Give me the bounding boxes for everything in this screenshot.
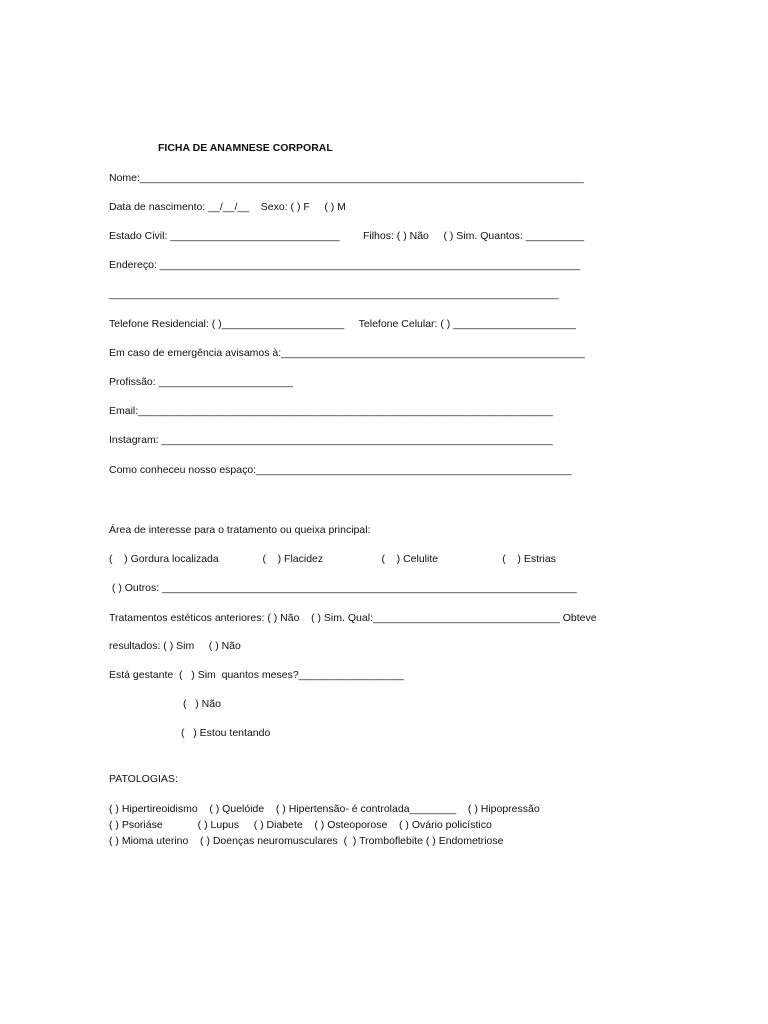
field-data-nascimento-sexo: Data de nascimento: __/__/__ Sexo: ( ) F ( ) M xyxy=(109,201,346,213)
field-profissao: Profissão: _______________________ xyxy=(109,376,293,388)
patologias-row-3: ( ) Mioma uterino ( ) Doenças neuromusculares ( ) Tromboflebite ( ) Endometriose xyxy=(109,835,504,847)
field-gestante: Está gestante ( ) Sim quantos meses?__________________ xyxy=(109,669,404,681)
section-area-interesse: Área de interesse para o tratamento ou queixa principal: xyxy=(109,524,371,536)
options-area-interesse: ( ) Gordura localizada ( ) Flacidez ( ) Celulite ( ) Estrias xyxy=(109,553,556,565)
field-como-conheceu: Como conheceu nosso espaço:______________________________________________________ xyxy=(109,464,572,476)
field-email: Email:_______________________________________________________________________ xyxy=(109,405,553,417)
option-gestante-tentando: ( ) Estou tentando xyxy=(181,727,271,739)
field-instagram: Instagram: ___________________________________________________________________ xyxy=(109,434,553,446)
field-endereco-continuation: _____________________________________________________________________________ xyxy=(109,288,559,300)
field-emergencia: Em caso de emergência avisamos à:____________________________________________________ xyxy=(109,347,585,359)
form-title: FICHA DE ANAMNESE CORPORAL xyxy=(158,142,333,154)
option-gestante-nao: ( ) Não xyxy=(183,698,221,710)
field-telefones: Telefone Residencial: ( )_____________________ Telefone Celular: ( ) _____________________ xyxy=(109,318,576,330)
field-tratamentos-anteriores: Tratamentos estéticos anteriores: ( ) Não ( ) Sim. Qual:________________________________ Obteve xyxy=(109,612,597,624)
patologias-row-1: ( ) Hipertireoidismo ( ) Quelóide ( ) Hipertensão- é controlada________ ( ) Hipopressão xyxy=(109,803,540,815)
patologias-row-2: ( ) Psoriáse ( ) Lupus ( ) Diabete ( ) Osteoporose ( ) Ovário policístico xyxy=(109,819,492,831)
field-estado-civil-filhos: Estado Civil: _____________________________ Filhos: ( ) Não ( ) Sim. Quantos: __________ xyxy=(109,230,585,242)
section-patologias: PATOLOGIAS: xyxy=(109,773,178,785)
field-nome: Nome:____________________________________________________________________________ xyxy=(109,172,584,184)
field-resultados: resultados: ( ) Sim ( ) Não xyxy=(109,640,241,652)
field-endereco: Endereço: ________________________________________________________________________ xyxy=(109,259,581,271)
field-outros: ( ) Outros: _______________________________________________________________________ xyxy=(109,582,577,594)
